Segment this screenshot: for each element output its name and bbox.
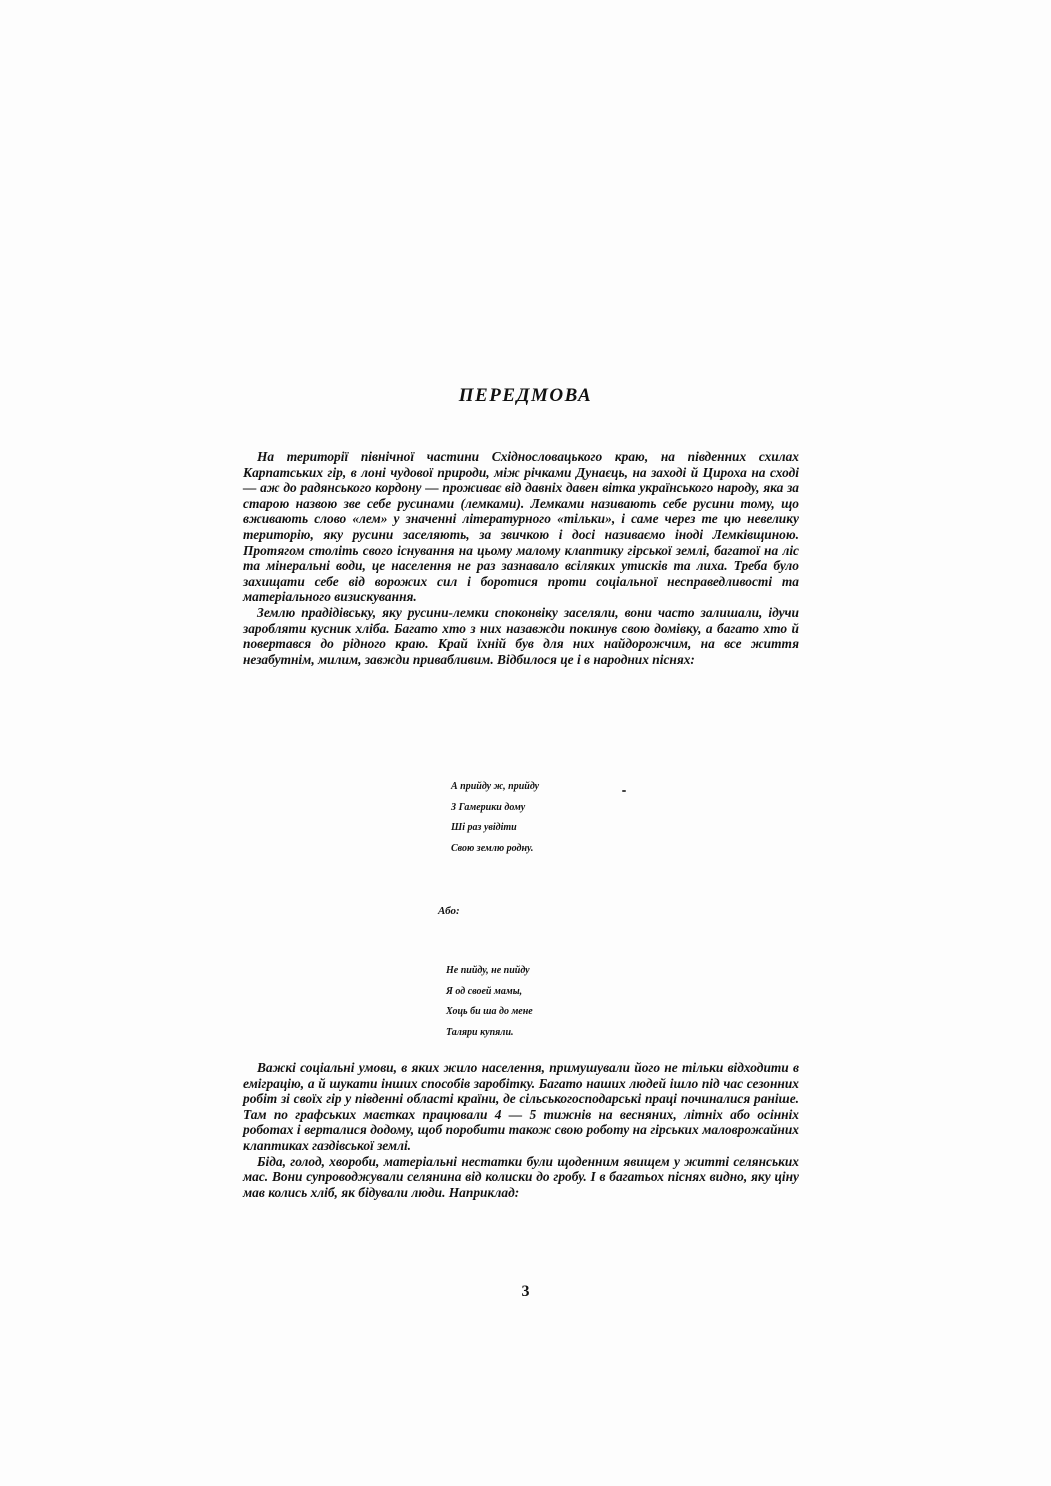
connector-text: Або: [438,905,460,917]
verse-line: Не пийду, не пийду [446,965,530,976]
song-verse-2 [446,961,533,1043]
verse-line: Ші раз увідіти [451,822,517,833]
page-title: ПЕРЕДМОВА [458,385,593,406]
verse-line: А прийду ж, прийду [451,781,540,792]
verse-line: Таляри купяли. [446,1026,514,1038]
paragraph: На території північної частини Східнословацького краю, на південних схилах Карпатських гір, в лоні чудової природи, між річками Дунаєць, на заході й Цироха на сході — аж до радянського кордону — проживає від давніх давен вітка українського народу, яка за старою назвою зве себе русинами (лемками). Лемками називають себе русини тому, що вживають слово «лем» у значенні літературного «тільки», і саме через те цю невелику територію, яку русини заселяють, за звичкою і досі називаємо іноді Лемківщиною. Протягом століть свого існування на цьому малому клаптику гірської землі, багатої на ліс та мінеральні води, це населення не раз зазнавало всіляких утисків та лиха. Треба було захищати себе від ворожих сил і боротися проти соціальної несправедливості та матеріального визискування. [243,449,799,605]
paragraph: Важкі соціальні умови, в яких жило населення, примушували його не тільки відходити в еміграцію, а й шукати інших способів заробітку. Багато наших людей ішло під час сезонних робіт зі своїх гір у південні області країни, де сільськогосподарські праці починалися раніше. Там по графських маєтках працювали 4 — 5 тижнів на весняних, літніх або осінніх роботах і верталися додому, щоб поробити також свою роботу на гірських маловрожайних клаптиках газдівської землі. [243,1060,799,1153]
preface-text-part2 [243,1060,799,1200]
page-number: 3 [521,1283,530,1300]
preface-text-part1 [243,449,799,667]
print-speck [622,790,626,792]
paragraph: Землю прадідівську, яку русини-лемки споконвіку заселяли, вони часто залишали, ідучи заробляти кусник хліба. Багато хто з них назавжди покинув свою домівку, а багато хто й повертався до рідного краю. Край їхній був для них найдорожчим, на все життя незабутнім, милим, завжди привабливим. Відбилося це і в народних піснях: [243,604,799,667]
verse-line: З Гамерики дому [451,801,526,813]
song-verse-1 [451,777,539,859]
verse-line: Я од своей мамы, [446,985,523,997]
paragraph: Біда, голод, хвороби, матеріальні нестатки були щоденним явищем у житті селянських мас. Вони супроводжували селянина від колиски до гробу. І в багатьох піснях видно, яку ціну мав колись хліб, як бідували люди. Наприклад: [243,1153,799,1200]
verse-line: Хоць би ша до мене [446,1006,533,1017]
verse-line: Свою землю родну. [451,842,534,854]
